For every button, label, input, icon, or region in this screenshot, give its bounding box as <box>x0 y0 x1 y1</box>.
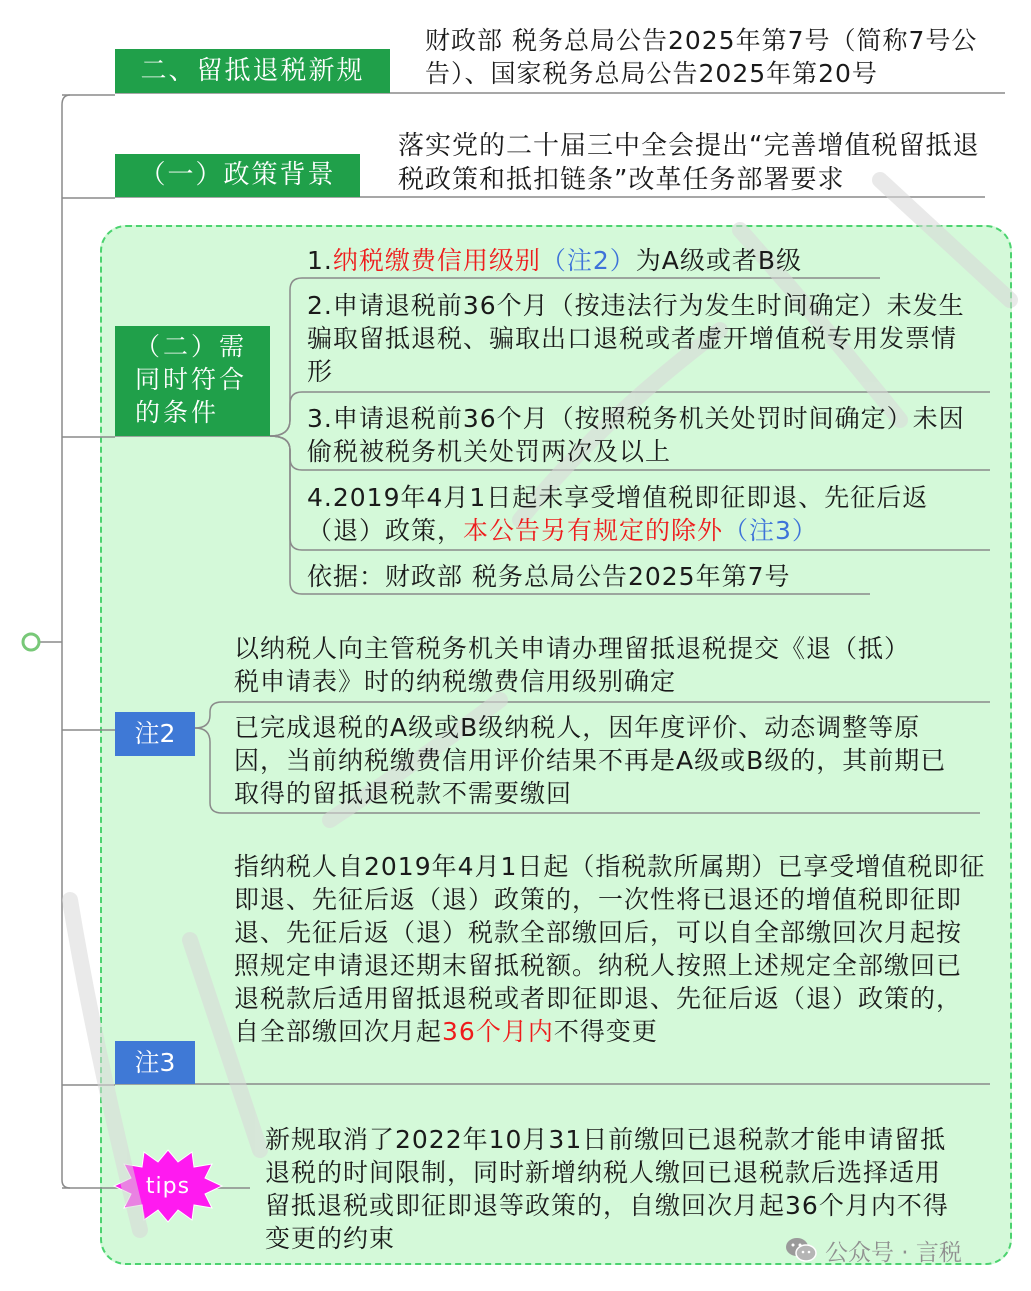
note2-text-1: 以纳税人向主管税务机关申请办理留抵退税提交《退（抵）税申请表》时的纳税缴费信用级别确定 <box>234 634 911 696</box>
note2-label: 注2 <box>115 712 195 756</box>
conditions-label: （二）需同时符合的条件 <box>115 326 270 436</box>
condition-item-3: 3.申请退税前36个月（按照税务机关处罚时间确定）未因偷税被税务机关处罚两次及以上 <box>307 404 965 466</box>
policy-background-label: （一）政策背景 <box>115 154 360 197</box>
condition-item-2: 2.申请退税前36个月（按违法行为发生时间确定）未发生骗取留抵退税、骗取出口退税或者虚开增值税专用发票情形 <box>307 291 965 386</box>
policy-background-text: 落实党的二十届三中全会提出“完善增值税留抵退税政策和抵扣链条”改革任务部署要求 <box>398 131 980 195</box>
note2-reference: （注2） <box>540 246 636 275</box>
section-title: 二、留抵退税新规 <box>115 49 390 93</box>
note2-text-2: 已完成退税的A级或B级纳税人，因年度评价、动态调整等原因，当前纳税缴费信用评价结果不再是A级或B级的，其前期已取得的留抵退税款不需要缴回 <box>234 713 947 808</box>
condition-item-4 <box>307 481 977 547</box>
note3-label: 注3 <box>115 1041 195 1084</box>
note3-red-period: 36个月内 <box>442 1017 554 1046</box>
condition-item-4-prefix: 4.2019年4月1日起未享受增值税即征即退、先征后返（退）政策， <box>307 483 929 545</box>
section-source: 财政部 税务总局公告2025年第7号（简称7号公告）、国家税务总局公告2025年第20号 <box>425 26 978 88</box>
credit-level-text: 纳税缴费信用级别 <box>332 246 541 275</box>
tips-text: 新规取消了2022年10月31日前缴回已退税款才能申请留抵退税的时间限制，同时新增纳税人缴回已退税款后选择适用留抵退税或即征即退等政策的，自缴回次月起36个月内不得变更的约束 <box>265 1125 949 1253</box>
note3-tail-text: 不得变更 <box>553 1017 658 1046</box>
condition-item-1 <box>307 244 887 277</box>
condition-item-1-prefix: 1. <box>307 246 333 275</box>
note3-text <box>234 850 986 1048</box>
condition-item-1-suffix: 为A级或者B级 <box>635 246 803 275</box>
watermark-text: 公众号 · 言税 <box>825 1239 962 1266</box>
wechat-icon <box>785 1236 817 1264</box>
note3-reference: （注3） <box>723 516 818 545</box>
conditions-basis: 依据：财政部 税务总局公告2025年第7号 <box>307 562 791 591</box>
wechat-watermark <box>785 1234 962 1266</box>
tips-label: tips <box>145 1174 191 1199</box>
note3-main-text: 指纳税人自2019年4月1日起（指税款所属期）已享受增值税即征即退、先征后返（退）政策的，一次性将已退还的增值税即征即退、先征后返（退）税款全部缴回后，可以自全部缴回次月起按照规定申请退还期末留抵税额。纳税人按照上述规定全部缴回已退税款后适用留抵退税或者即征即退、先征后返（退）政策的，自全部缴回次月起 <box>234 852 986 1046</box>
exception-text: 本公告另有规定的除外 <box>463 516 724 545</box>
